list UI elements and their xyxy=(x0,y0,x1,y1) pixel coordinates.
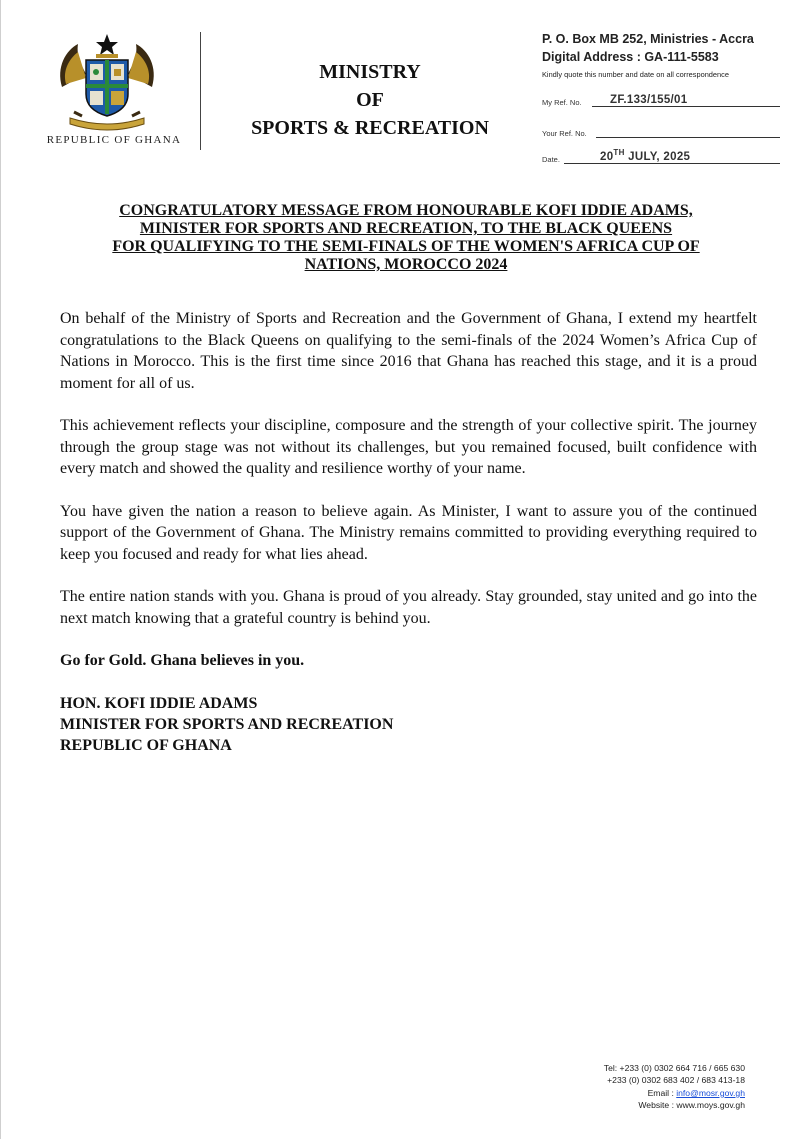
your-ref-label: Your Ref. No. xyxy=(542,129,587,138)
signatory-name: HON. KOFI IDDIE ADAMS xyxy=(60,694,258,712)
my-ref-label: My Ref. No. xyxy=(542,98,582,107)
quote-note: Kindly quote this number and date on all correspondence xyxy=(542,70,729,79)
emblem-caption: REPUBLIC OF GHANA xyxy=(46,134,182,146)
title-line-4: NATIONS, MOROCCO 2024 xyxy=(304,256,508,273)
ministry-line-2: OF xyxy=(356,89,384,111)
my-ref-row xyxy=(542,95,780,107)
page-edge xyxy=(0,0,1,1139)
footer-tel-1: Tel: +233 (0) 0302 664 716 / 665 630 xyxy=(603,1063,745,1073)
footer-email-label: Email : xyxy=(647,1087,677,1098)
ministry-name xyxy=(230,58,510,142)
signature-block xyxy=(60,693,757,756)
title-line-3: FOR QUALIFYING TO THE SEMI-FINALS OF THE WOMEN'S AFRICA CUP OF xyxy=(112,238,700,255)
paragraph-4: The entire nation stands with you. Ghana is proud of you already. Stay grounded, stay united and go into the next match knowing that a grateful country is behind you. xyxy=(60,588,757,627)
postal-address: P. O. Box MB 252, Ministries - Accra xyxy=(542,32,754,46)
date-row xyxy=(542,148,780,164)
date-value xyxy=(600,148,690,163)
ministry-line-1: MINISTRY xyxy=(319,61,421,83)
footer-tel-2: +233 (0) 0302 683 402 / 683 413-18 xyxy=(607,1075,745,1086)
email-link[interactable]: info@mosr.gov.gh xyxy=(676,1087,745,1098)
digital-address: Digital Address : GA-111-5583 xyxy=(542,50,719,64)
my-ref-value: ZF.133/155/01 xyxy=(610,94,688,106)
letter-body xyxy=(60,308,757,756)
date-rest: JULY, 2025 xyxy=(624,151,691,163)
paragraph-3: You have given the nation a reason to believe again. As Minister, I want to assure you of the continued support of the Government of Ghana. The Ministry remains committed to providing everything required to keep you focused and ready for what lies ahead. xyxy=(60,502,757,563)
paragraph-2: This achievement reflects your discipline, composure and the strength of your collective spirit. The journey through the group stage was not without its challenges, but you remained focused, built confidence with every match and showed the quality and resilience worthy of your name. xyxy=(60,417,757,477)
date-line xyxy=(564,163,780,164)
header-divider xyxy=(200,32,201,150)
date-day: 20 xyxy=(600,151,614,163)
paragraph-1: On behalf of the Ministry of Sports and Recreation and the Government of Ghana, I extend my heartfelt congratulations to the Black Queens on qualifying to the semi-finals of the 2024 Women’s Africa Cup of Nations in Morocco. This is the first time since 2016 that Ghana has reached this stage, and it is a proud moment for all of us. xyxy=(60,310,757,392)
your-ref-line xyxy=(596,137,780,138)
coat-of-arms-emblem xyxy=(52,32,162,132)
address-block xyxy=(542,30,792,81)
contact-footer xyxy=(604,1062,745,1112)
document-title xyxy=(40,202,772,274)
title-line-1: CONGRATULATORY MESSAGE FROM HONOURABLE KOFI IDDIE ADAMS, xyxy=(119,202,693,219)
signatory-title: MINISTER FOR SPORTS AND RECREATION xyxy=(60,715,394,733)
closing-line: Go for Gold. Ghana believes in you. xyxy=(60,652,305,669)
date-label: Date. xyxy=(542,155,560,164)
date-suffix: TH xyxy=(613,148,625,158)
footer-website: Website : www.moys.gov.gh xyxy=(638,1100,745,1111)
ministry-line-3: SPORTS & RECREATION xyxy=(251,117,489,139)
signatory-country: REPUBLIC OF GHANA xyxy=(60,736,232,754)
my-ref-line xyxy=(592,106,780,107)
your-ref-row xyxy=(542,126,780,138)
footer-email xyxy=(604,1087,745,1099)
title-line-2: MINISTER FOR SPORTS AND RECREATION, TO THE BLACK QUEENS xyxy=(139,220,673,237)
